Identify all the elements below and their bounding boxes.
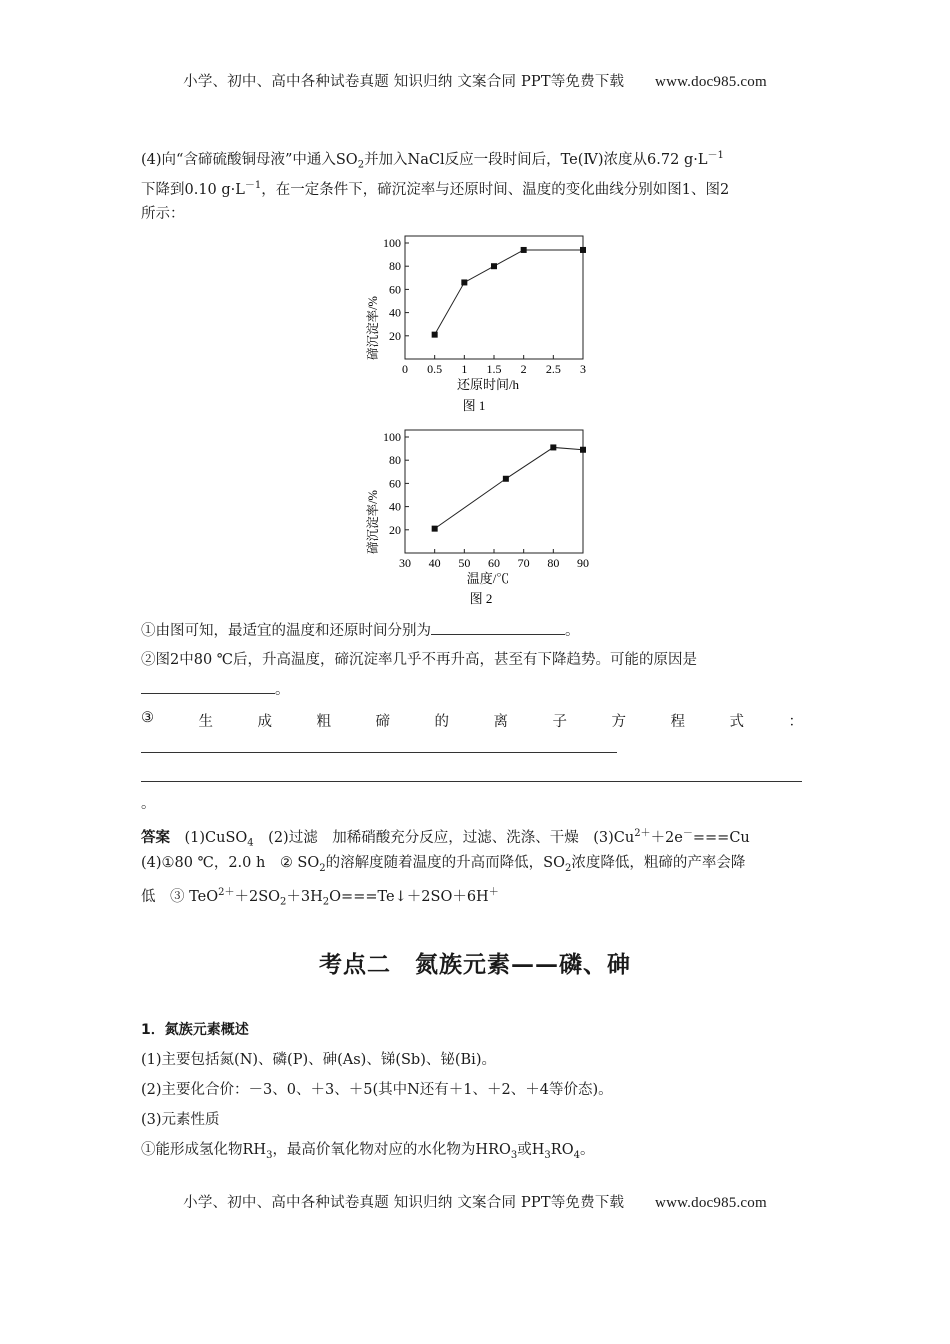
data-point [503,476,509,482]
x-tick-label: 70 [517,556,530,570]
figure-2-chart [355,422,600,612]
section-p2: (2)主要化合价：－3、0、＋3、＋5(其中N还有＋1、＋2、＋4等价态)。 [141,1082,613,1098]
x-tick-label: 40 [428,556,441,570]
y-tick-label: 40 [389,305,401,320]
y-tick-label: 80 [389,259,401,274]
x-tick-label: 50 [458,556,471,570]
series-line [435,447,583,528]
q4-line-3: 所示： [141,206,185,222]
header-text: 小学、初中、高中各种试卷真题 知识归纳 文案合同 PPT等免费下载 [183,74,625,90]
answer-label: 答案 [141,828,170,846]
data-point [432,526,438,532]
data-point [432,332,438,338]
y-tick-label: 60 [389,282,401,297]
sub-q2: ②图2中80 ℃后，升高温度，碲沉淀率几乎不再升高，甚至有下降趋势。可能的原因是 [141,652,698,668]
x-tick-label: 0 [402,362,408,376]
data-point [491,263,497,269]
section-p1: (1)主要包括氮(N)、磷(P)、砷(As)、锑(Sb)、铋(Bi)。 [141,1052,496,1068]
x-tick-label: 0.5 [427,362,443,376]
answer-line-2: (4)①80 ℃，2.0 h ② $SO_2$的溶解度随着温度的升高而降低，$SO_2$浓度降低，粗碲的产率会降 [141,855,746,874]
header-site[interactable]: www.doc985.com [655,74,767,90]
y-tick-label: 100 [383,430,401,444]
data-point [521,247,527,253]
sub-q1: ①由图可知，最适宜的温度和还原时间分别为 。 [141,620,580,641]
x-tick-label: 3 [580,362,586,376]
y-tick-label: 100 [383,236,401,250]
footer-site[interactable]: www.doc985.com [655,1195,767,1211]
page-footer [0,1191,950,1212]
sub-q3: ③ 生 成 粗 碲 的 离 子 方 程 式 ： [141,710,803,730]
sub-q2-blank: 。 [141,679,290,700]
answer-blank-line-1 [141,752,617,753]
fig1-ylabel: 碲沉淀率/% [366,296,380,360]
data-point [550,444,556,450]
x-tick-label: 80 [547,556,560,570]
data-point [461,279,467,285]
fig2-xlabel: 温度/℃ [466,571,510,586]
data-point [580,447,586,453]
x-tick-label: 30 [399,556,411,570]
x-tick-label: 2 [520,362,527,376]
fig2-ylabel: 碲沉淀率/% [366,490,380,554]
answer-line-3: 低 ③ $TeO^{2+}+2SO_2+3H_2O===Te↓+2SO+6H^+$ [141,887,499,908]
y-tick-label: 20 [389,328,401,343]
y-tick-label: 80 [389,453,401,468]
answer-blank-line-2 [141,781,802,782]
section-title: 考点二 氮族元素——磷、砷 [319,951,631,978]
y-tick-label: 40 [389,499,401,514]
fig1-title: 图 1 [462,398,486,413]
x-tick-label: 1 [461,362,468,376]
y-tick-label: 60 [389,476,401,491]
y-tick-label: 20 [389,522,401,537]
section-p4: ①能形成氢化物$RH_3$，最高价氧化物对应的水化物为$HRO_3$或$H_3RO_4$。 [141,1142,595,1161]
sub-q3-end: 。 [141,796,156,812]
footer-text: 小学、初中、高中各种试卷真题 知识归纳 文案合同 PPT等免费下载 [183,1195,625,1211]
figure-1-chart [355,228,600,418]
plot-frame [405,236,583,359]
q4-line-1: (4)向“含碲硫酸铜母液”中通入$SO_2$并加入NaCl反应一段时间后，Te(Ⅳ)浓度从6.72 $g\cdot L^{-1}$ [141,150,724,171]
section-heading-1: 1．氮族元素概述 [141,1022,249,1038]
x-tick-label: 90 [577,556,589,570]
series-line [435,250,583,335]
fig1-xlabel: 还原时间/h [456,377,520,392]
answer-line-1: 答案 (1)CuSO$_4$ (2)过滤 加稀硝酸充分反应，过滤、洗涤、干燥 $(3)Cu^{2+}+2e^-===Cu$ [141,828,750,849]
q4-line-2: 下降到0.10 $g\cdot L^{-1}$，在一定条件下，碲沉淀率与还原时间、温度的变化曲线分别如图1、图2 [141,180,730,198]
x-tick-label: 60 [488,556,500,570]
x-tick-label: 2.5 [545,362,561,376]
x-tick-label: 1.5 [486,362,502,376]
page-header [0,70,950,91]
section-p3: (3)元素性质 [141,1112,220,1128]
data-point [580,247,586,253]
fig2-title: 图 2 [469,591,493,606]
